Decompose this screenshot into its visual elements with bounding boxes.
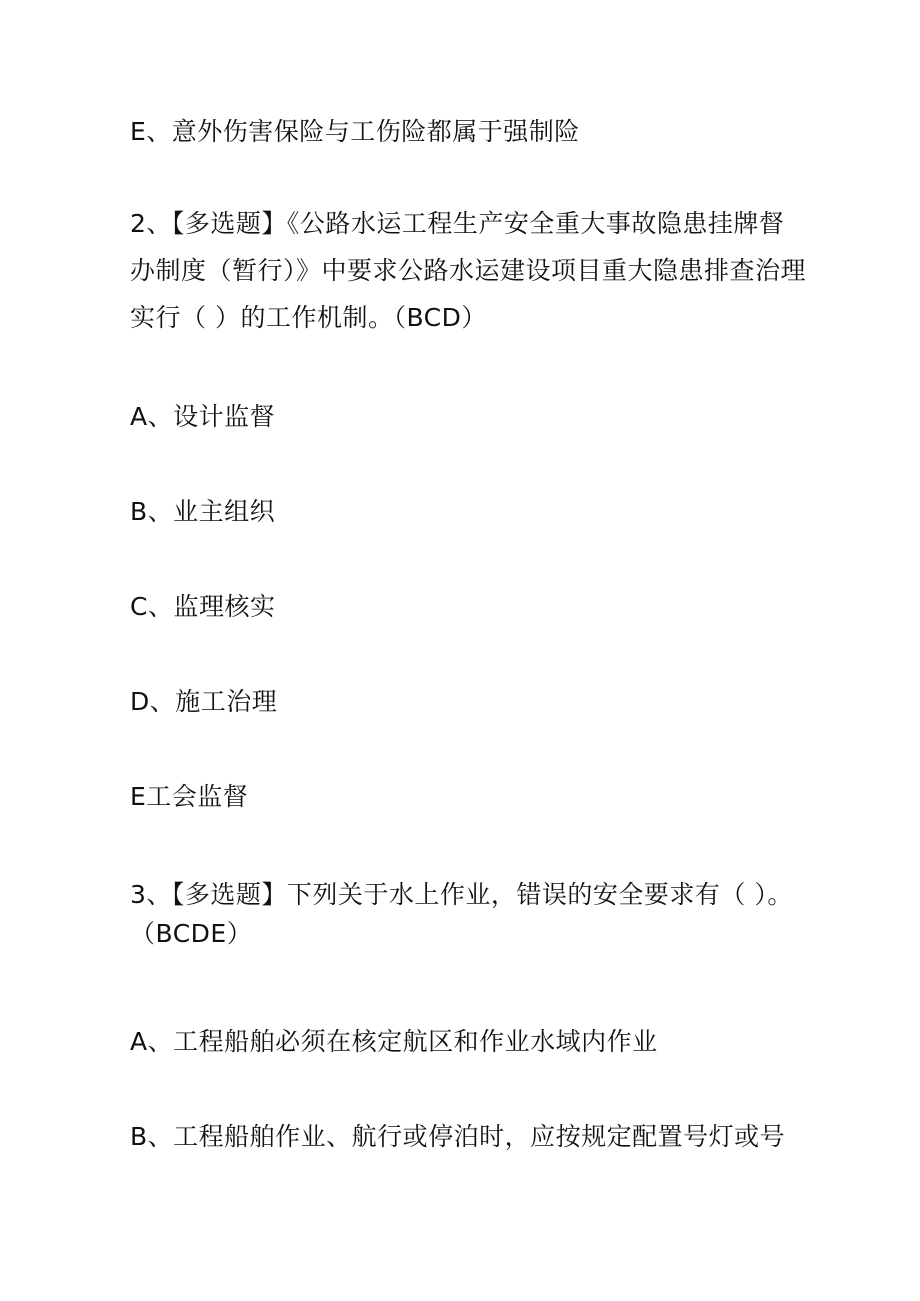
- q3-option-a: A、工程船舶必须在核定航区和作业水域内作业: [130, 1027, 658, 1056]
- q1-option-e: E、意外伤害保险与工伤险都属于强制险: [130, 117, 580, 146]
- q2-option-a: A、设计监督: [130, 402, 276, 431]
- q3-option-b: B、工程船舶作业、航行或停泊时，应按规定配置号灯或号: [130, 1122, 786, 1151]
- q2-option-d: D、施工治理: [130, 687, 278, 716]
- q2-option-c: C、监理核实: [130, 592, 276, 621]
- q3-stem-line: （BCDE）: [130, 919, 253, 948]
- q2-stem-line: 2、【多选题】《公路水运工程生产安全重大事故隐患挂牌督: [130, 209, 785, 238]
- q2-option-e: E工会监督: [130, 782, 249, 811]
- q3-stem-line: 3、【多选题】下列关于水上作业，错误的安全要求有（ ）。: [130, 880, 793, 909]
- q2-stem: [130, 200, 807, 341]
- q2-stem-line: 实行（ ）的工作机制。（BCD）: [130, 303, 487, 332]
- q2-option-b: B、业主组织: [130, 497, 276, 526]
- q2-stem-line: 办制度（暂行）》中要求公路水运建设项目重大隐患排查治理: [130, 256, 807, 285]
- q3-stem: [130, 871, 800, 957]
